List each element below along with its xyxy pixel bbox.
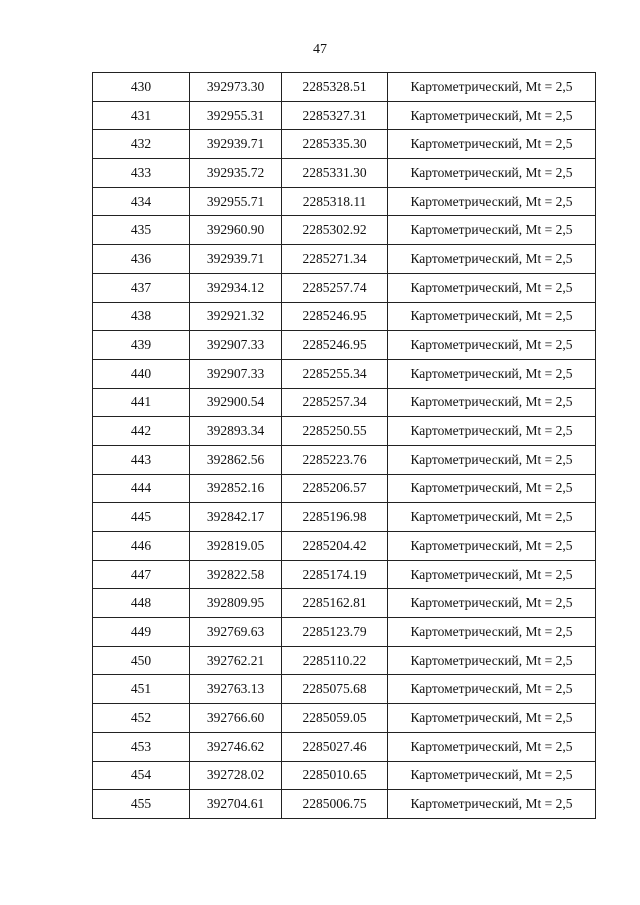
x-coordinate-cell: 392939.71 [190, 130, 282, 159]
method-cell: Картометрический, Mt = 2,5 [388, 331, 596, 360]
y-coordinate-cell: 2285331.30 [282, 159, 388, 188]
point-number-cell: 441 [93, 388, 190, 417]
point-number-cell: 450 [93, 646, 190, 675]
table-row [93, 675, 596, 704]
table-row [93, 732, 596, 761]
x-coordinate-cell: 392955.31 [190, 101, 282, 130]
y-coordinate-cell: 2285328.51 [282, 73, 388, 102]
method-cell: Картометрический, Mt = 2,5 [388, 388, 596, 417]
table-row [93, 761, 596, 790]
x-coordinate-cell: 392973.30 [190, 73, 282, 102]
y-coordinate-cell: 2285246.95 [282, 331, 388, 360]
table-row [93, 646, 596, 675]
table-row [93, 474, 596, 503]
point-number-cell: 448 [93, 589, 190, 618]
method-cell: Картометрический, Mt = 2,5 [388, 560, 596, 589]
point-number-cell: 436 [93, 245, 190, 274]
y-coordinate-cell: 2285246.95 [282, 302, 388, 331]
point-number-cell: 449 [93, 618, 190, 647]
y-coordinate-cell: 2285327.31 [282, 101, 388, 130]
x-coordinate-cell: 392852.16 [190, 474, 282, 503]
point-number-cell: 437 [93, 273, 190, 302]
y-coordinate-cell: 2285223.76 [282, 445, 388, 474]
x-coordinate-cell: 392809.95 [190, 589, 282, 618]
y-coordinate-cell: 2285059.05 [282, 704, 388, 733]
table-row [93, 216, 596, 245]
method-cell: Картометрический, Mt = 2,5 [388, 73, 596, 102]
x-coordinate-cell: 392907.33 [190, 331, 282, 360]
table-row [93, 331, 596, 360]
x-coordinate-cell: 392769.63 [190, 618, 282, 647]
x-coordinate-cell: 392819.05 [190, 532, 282, 561]
x-coordinate-cell: 392746.62 [190, 732, 282, 761]
y-coordinate-cell: 2285196.98 [282, 503, 388, 532]
y-coordinate-cell: 2285010.65 [282, 761, 388, 790]
x-coordinate-cell: 392728.02 [190, 761, 282, 790]
method-cell: Картометрический, Mt = 2,5 [388, 101, 596, 130]
table-row [93, 589, 596, 618]
coordinates-table [92, 72, 596, 819]
y-coordinate-cell: 2285255.34 [282, 359, 388, 388]
method-cell: Картометрический, Mt = 2,5 [388, 589, 596, 618]
x-coordinate-cell: 392907.33 [190, 359, 282, 388]
x-coordinate-cell: 392955.71 [190, 187, 282, 216]
method-cell: Картометрический, Mt = 2,5 [388, 245, 596, 274]
x-coordinate-cell: 392766.60 [190, 704, 282, 733]
point-number-cell: 433 [93, 159, 190, 188]
method-cell: Картометрический, Mt = 2,5 [388, 503, 596, 532]
page-number: 47 [313, 42, 327, 57]
x-coordinate-cell: 392935.72 [190, 159, 282, 188]
method-cell: Картометрический, Mt = 2,5 [388, 130, 596, 159]
table-row [93, 790, 596, 819]
method-cell: Картометрический, Mt = 2,5 [388, 704, 596, 733]
y-coordinate-cell: 2285006.75 [282, 790, 388, 819]
point-number-cell: 439 [93, 331, 190, 360]
table-row [93, 532, 596, 561]
method-cell: Картометрический, Mt = 2,5 [388, 273, 596, 302]
table-row [93, 417, 596, 446]
y-coordinate-cell: 2285110.22 [282, 646, 388, 675]
point-number-cell: 447 [93, 560, 190, 589]
x-coordinate-cell: 392934.12 [190, 273, 282, 302]
table-row [93, 445, 596, 474]
y-coordinate-cell: 2285075.68 [282, 675, 388, 704]
y-coordinate-cell: 2285257.34 [282, 388, 388, 417]
y-coordinate-cell: 2285271.34 [282, 245, 388, 274]
table-row [93, 704, 596, 733]
method-cell: Картометрический, Mt = 2,5 [388, 618, 596, 647]
method-cell: Картометрический, Mt = 2,5 [388, 187, 596, 216]
y-coordinate-cell: 2285204.42 [282, 532, 388, 561]
point-number-cell: 445 [93, 503, 190, 532]
method-cell: Картометрический, Mt = 2,5 [388, 761, 596, 790]
table-row [93, 618, 596, 647]
point-number-cell: 434 [93, 187, 190, 216]
x-coordinate-cell: 392960.90 [190, 216, 282, 245]
table-row [93, 245, 596, 274]
table-row [93, 187, 596, 216]
x-coordinate-cell: 392939.71 [190, 245, 282, 274]
x-coordinate-cell: 392762.21 [190, 646, 282, 675]
point-number-cell: 451 [93, 675, 190, 704]
table-row [93, 159, 596, 188]
point-number-cell: 430 [93, 73, 190, 102]
x-coordinate-cell: 392921.32 [190, 302, 282, 331]
point-number-cell: 438 [93, 302, 190, 331]
table-row [93, 101, 596, 130]
table-row [93, 388, 596, 417]
method-cell: Картометрический, Mt = 2,5 [388, 417, 596, 446]
point-number-cell: 440 [93, 359, 190, 388]
x-coordinate-cell: 392862.56 [190, 445, 282, 474]
point-number-cell: 431 [93, 101, 190, 130]
y-coordinate-cell: 2285335.30 [282, 130, 388, 159]
coordinates-table-body [93, 73, 596, 819]
point-number-cell: 442 [93, 417, 190, 446]
y-coordinate-cell: 2285206.57 [282, 474, 388, 503]
point-number-cell: 455 [93, 790, 190, 819]
point-number-cell: 444 [93, 474, 190, 503]
y-coordinate-cell: 2285174.19 [282, 560, 388, 589]
point-number-cell: 443 [93, 445, 190, 474]
y-coordinate-cell: 2285302.92 [282, 216, 388, 245]
x-coordinate-cell: 392763.13 [190, 675, 282, 704]
table-row [93, 503, 596, 532]
method-cell: Картометрический, Mt = 2,5 [388, 159, 596, 188]
x-coordinate-cell: 392842.17 [190, 503, 282, 532]
method-cell: Картометрический, Mt = 2,5 [388, 216, 596, 245]
table-row [93, 359, 596, 388]
x-coordinate-cell: 392704.61 [190, 790, 282, 819]
table-row [93, 73, 596, 102]
table-row [93, 560, 596, 589]
table-row [93, 273, 596, 302]
method-cell: Картометрический, Mt = 2,5 [388, 445, 596, 474]
point-number-cell: 432 [93, 130, 190, 159]
method-cell: Картометрический, Mt = 2,5 [388, 675, 596, 704]
table-row [93, 302, 596, 331]
method-cell: Картометрический, Mt = 2,5 [388, 359, 596, 388]
point-number-cell: 454 [93, 761, 190, 790]
y-coordinate-cell: 2285162.81 [282, 589, 388, 618]
point-number-cell: 452 [93, 704, 190, 733]
point-number-cell: 446 [93, 532, 190, 561]
y-coordinate-cell: 2285250.55 [282, 417, 388, 446]
x-coordinate-cell: 392822.58 [190, 560, 282, 589]
method-cell: Картометрический, Mt = 2,5 [388, 732, 596, 761]
method-cell: Картометрический, Mt = 2,5 [388, 302, 596, 331]
y-coordinate-cell: 2285318.11 [282, 187, 388, 216]
x-coordinate-cell: 392893.34 [190, 417, 282, 446]
x-coordinate-cell: 392900.54 [190, 388, 282, 417]
y-coordinate-cell: 2285257.74 [282, 273, 388, 302]
method-cell: Картометрический, Mt = 2,5 [388, 646, 596, 675]
y-coordinate-cell: 2285027.46 [282, 732, 388, 761]
y-coordinate-cell: 2285123.79 [282, 618, 388, 647]
method-cell: Картометрический, Mt = 2,5 [388, 532, 596, 561]
method-cell: Картометрический, Mt = 2,5 [388, 790, 596, 819]
method-cell: Картометрический, Mt = 2,5 [388, 474, 596, 503]
point-number-cell: 453 [93, 732, 190, 761]
point-number-cell: 435 [93, 216, 190, 245]
table-row [93, 130, 596, 159]
